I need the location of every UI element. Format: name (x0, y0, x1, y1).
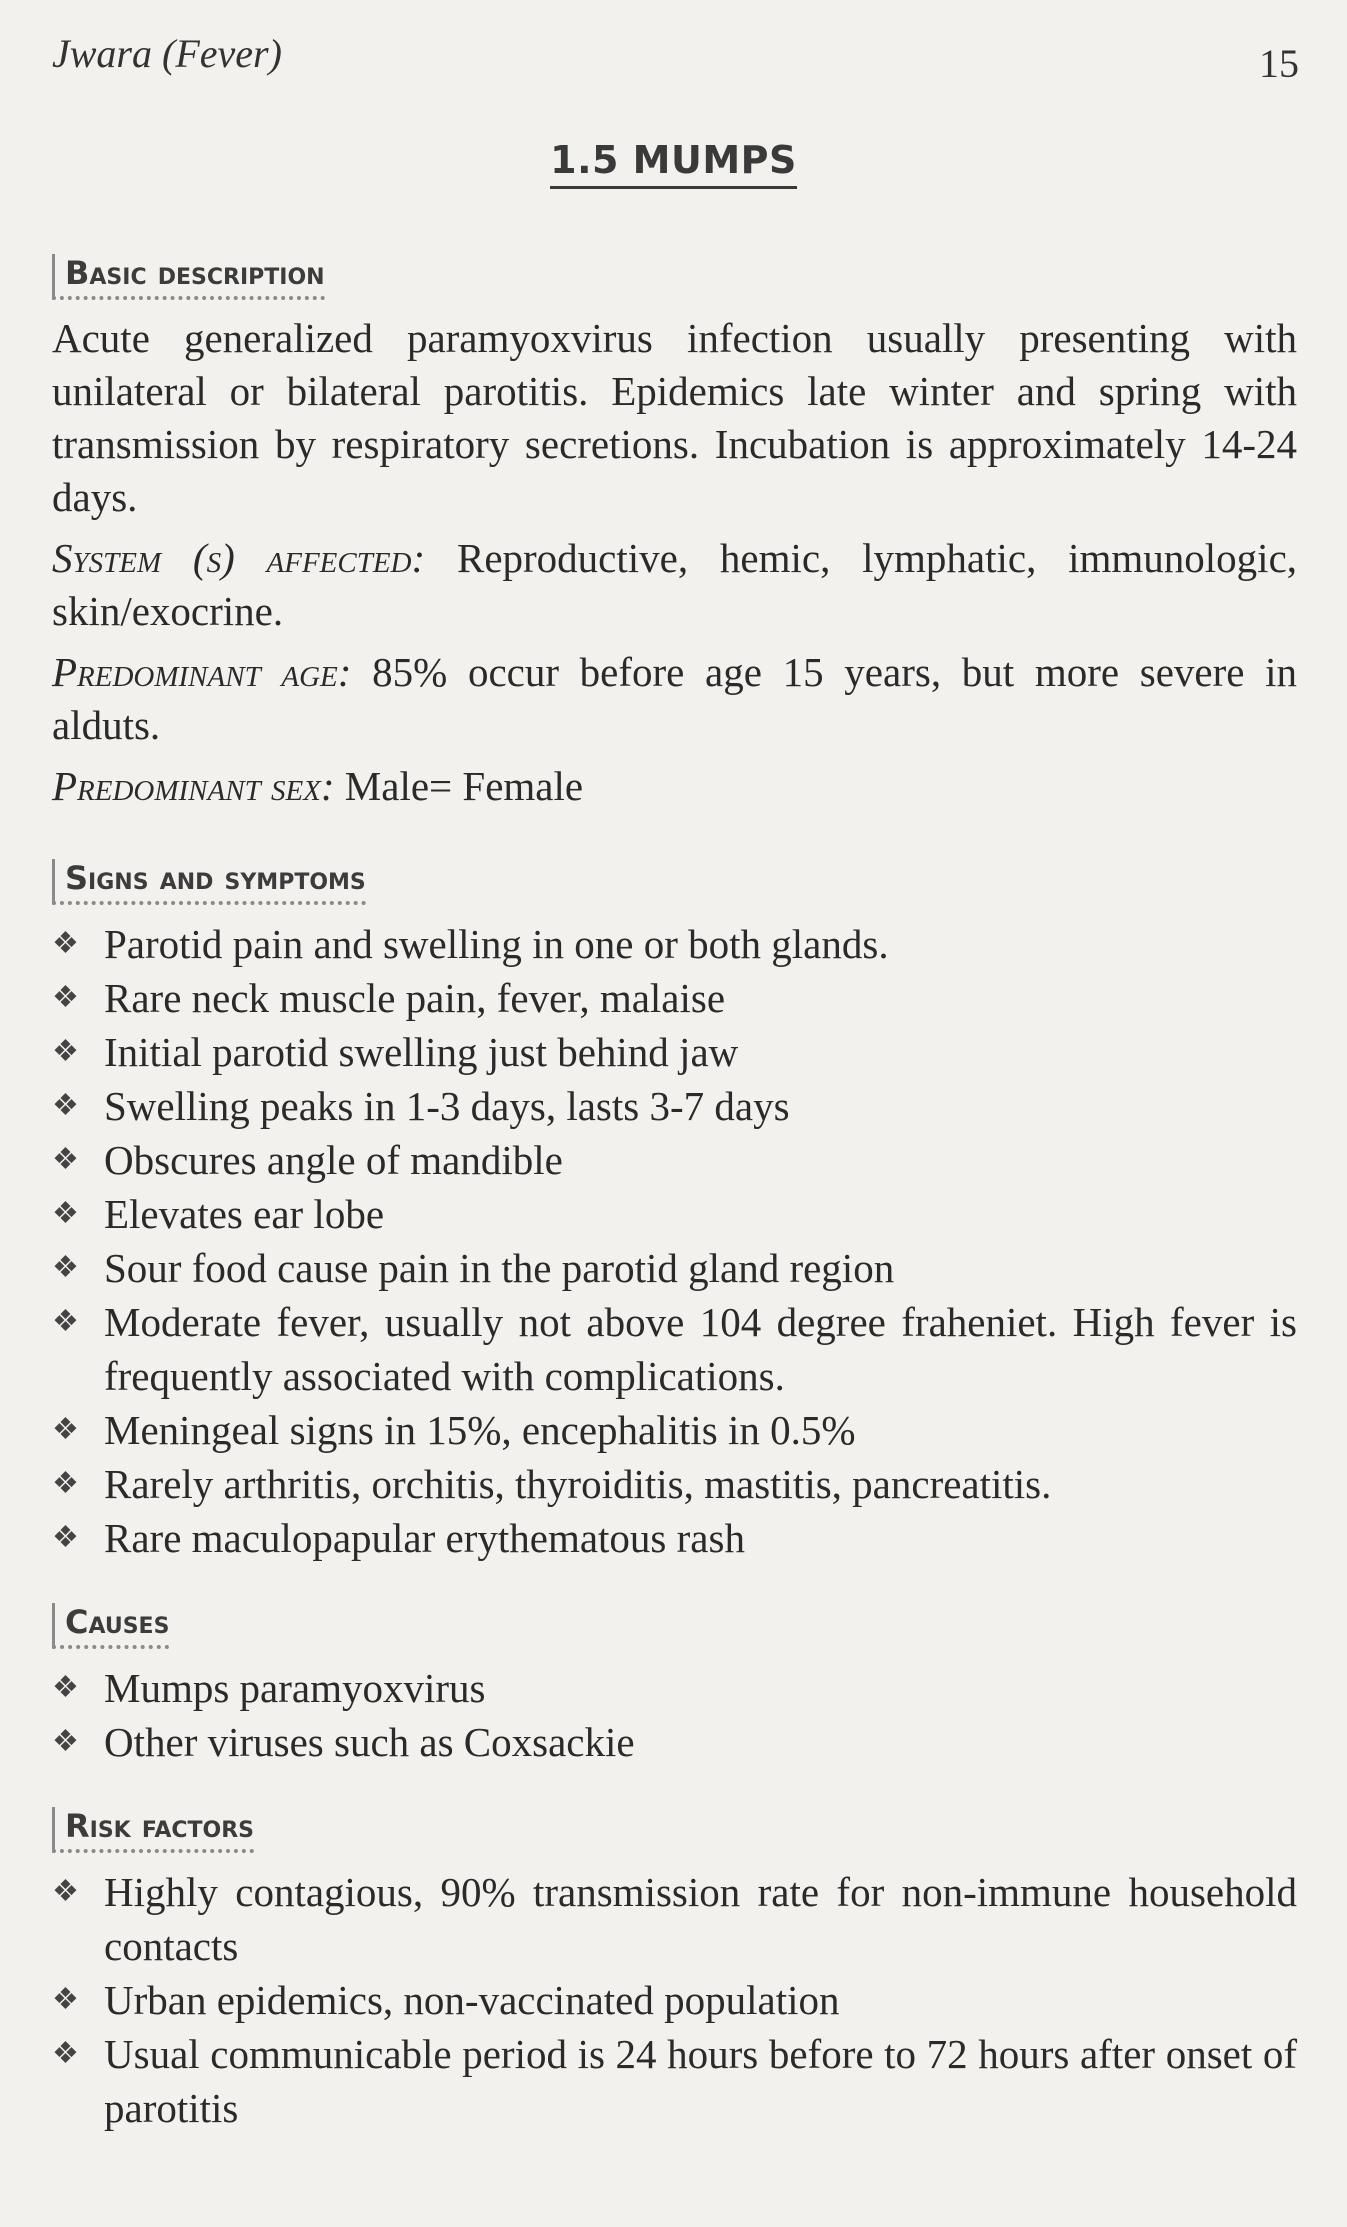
signs-symptoms-list (52, 917, 1297, 1565)
predominant-age-value: 85% occur before age 15 years, but more severe in alduts. (52, 649, 1298, 748)
signs-symptoms-heading: Signs and symptoms (52, 859, 366, 905)
risk-factors-heading: Risk factors (52, 1807, 254, 1853)
bullet-icon: ❖ (52, 981, 79, 1014)
signs-symptoms-section (52, 845, 1297, 1565)
bullet-icon: ❖ (52, 927, 79, 960)
running-head: Jwara (Fever) (52, 31, 282, 76)
bullet-icon: ❖ (52, 1983, 79, 2016)
basic-description-heading: Basic description (52, 254, 325, 300)
list-item-text: Mumps paramyoxvirus (104, 1665, 486, 1711)
list-item (52, 917, 1297, 971)
bullet-icon: ❖ (52, 1671, 79, 1704)
list-item-text: Urban epidemics, non-vaccinated population (104, 1977, 840, 2023)
basic-description-text: Acute generalized paramyoxvirus infection usually presenting with unilateral or bilateral parotitis. Epidemics late winter and spring with transmission by respiratory secretions. Incubation is approximately 14-24 days. (52, 315, 1297, 520)
section-title (0, 138, 1347, 182)
system-affected-value: Reproductive, hemic, lymphatic, immunologic, skin/exocrine. (52, 535, 1298, 634)
section-title-text: 1.5 MUMPS (550, 138, 797, 189)
list-item (52, 1973, 1297, 2027)
bullet-icon: ❖ (52, 1197, 79, 1230)
list-item-text: Sour food cause pain in the parotid gland region (104, 1245, 895, 1291)
risk-factors-list (52, 1865, 1297, 2135)
list-item-text: Other viruses such as Coxsackie (104, 1719, 635, 1765)
bullet-icon: ❖ (52, 1725, 79, 1758)
list-item-text: Usual communicable period is 24 hours before to 72 hours after onset of parotitis (104, 2031, 1297, 2131)
list-item (52, 2027, 1297, 2135)
list-item (52, 971, 1297, 1025)
bullet-icon: ❖ (52, 1251, 79, 1284)
bullet-icon: ❖ (52, 1035, 79, 1068)
list-item-text: Meningeal signs in 15%, encephalitis in 0.5% (104, 1407, 856, 1453)
system-affected-line (52, 532, 1297, 638)
list-item-text: Rarely arthritis, orchitis, thyroiditis, mastitis, pancreatitis. (104, 1461, 1052, 1507)
list-item-text: Parotid pain and swelling in one or both glands. (104, 921, 889, 967)
bullet-icon: ❖ (52, 1875, 79, 1908)
list-item (52, 1295, 1297, 1403)
predominant-sex-value: Male= Female (344, 763, 584, 809)
list-item-text: Rare neck muscle pain, fever, malaise (104, 975, 726, 1021)
list-item (52, 1187, 1297, 1241)
list-item-text: Elevates ear lobe (104, 1191, 385, 1237)
list-item (52, 1025, 1297, 1079)
list-item-text: Obscures angle of mandible (104, 1137, 563, 1183)
causes-section (52, 1589, 1297, 1769)
bullet-icon: ❖ (52, 1413, 79, 1446)
bullet-icon: ❖ (52, 2037, 79, 2070)
list-item (52, 1403, 1297, 1457)
bullet-icon: ❖ (52, 1089, 79, 1122)
list-item-text: Rare maculopapular erythematous rash (104, 1515, 745, 1561)
causes-heading: Causes (52, 1603, 169, 1649)
page-content (52, 240, 1297, 2159)
list-item-text: Highly contagious, 90% transmission rate for non-immune household contacts (104, 1869, 1297, 1969)
list-item (52, 1457, 1297, 1511)
basic-description-section (52, 240, 1297, 813)
predominant-sex-label: Predominant sex: (52, 763, 335, 809)
bullet-icon: ❖ (52, 1305, 79, 1338)
list-item (52, 1865, 1297, 1973)
list-item (52, 1133, 1297, 1187)
list-item (52, 1079, 1297, 1133)
bullet-icon: ❖ (52, 1143, 79, 1176)
predominant-sex-line (52, 760, 1297, 813)
predominant-age-label: Predominant age: (52, 649, 352, 695)
list-item (52, 1241, 1297, 1295)
list-item-text: Initial parotid swelling just behind jaw (104, 1029, 739, 1075)
predominant-age-line (52, 646, 1297, 752)
list-item-text: Swelling peaks in 1-3 days, lasts 3-7 days (104, 1083, 790, 1129)
list-item (52, 1661, 1297, 1715)
bullet-icon: ❖ (52, 1521, 79, 1554)
list-item-text: Moderate fever, usually not above 104 degree fraheniet. High fever is frequently associated with complications. (104, 1299, 1297, 1399)
risk-factors-section (52, 1793, 1297, 2135)
list-item (52, 1715, 1297, 1769)
system-affected-label: System (s) affected: (52, 535, 426, 581)
causes-list (52, 1661, 1297, 1769)
bullet-icon: ❖ (52, 1467, 79, 1500)
page-number: 15 (1259, 41, 1299, 86)
list-item (52, 1511, 1297, 1565)
